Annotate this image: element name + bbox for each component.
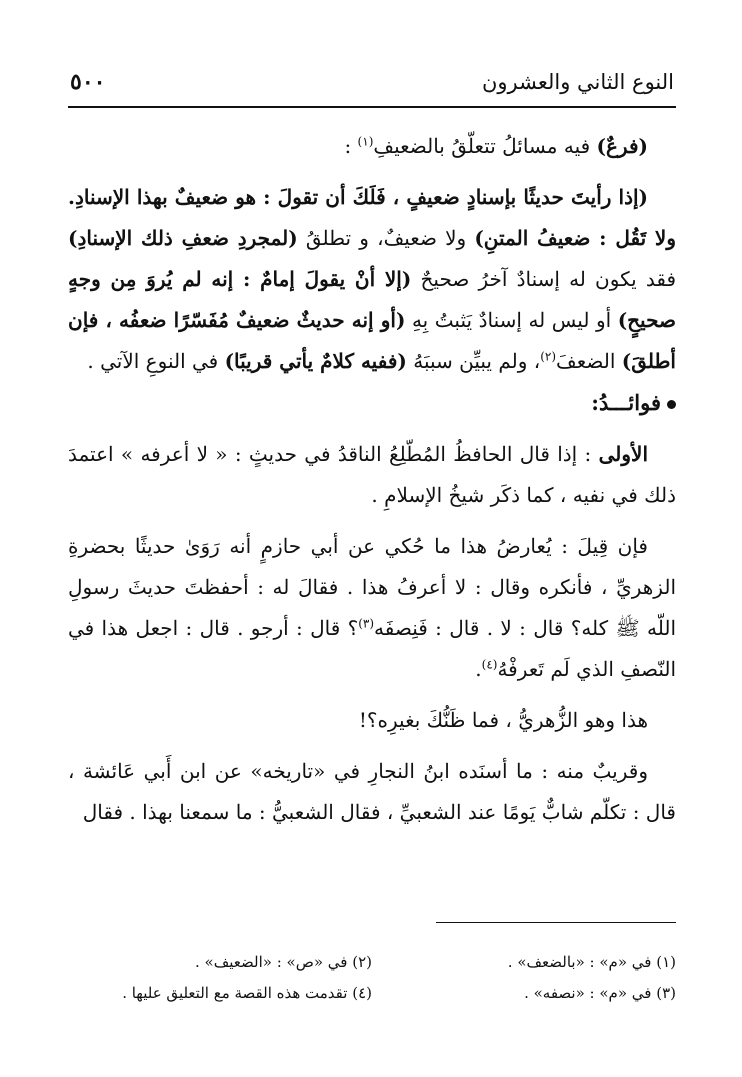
- sharh-segment-5: ، ولم يبيِّن سببَهُ: [406, 349, 541, 373]
- footnote-3: (٣) في «م» : «نصفه» .: [524, 984, 676, 1002]
- footnote-4: (٤) تقدمت هذه القصة مع التعليق عليها .: [122, 984, 372, 1002]
- first-benefit-label: الأولى: [598, 442, 648, 466]
- sharh-segment-3: أو ليس له إسنادٌ يَثبتُ بِهِ: [405, 308, 618, 332]
- zuhri-text: هذا وهو الزُّهريُّ ، فما ظَنُّكَ بغيرِه؟!: [358, 708, 648, 732]
- objection-text-2: ؟ قال : أرجو . قال : اجعل هذا في النّصفِ الذي لَم تَعرفْهُ: [68, 616, 676, 681]
- footnote-row: [68, 947, 676, 978]
- paragraph-ibn-najjar: [68, 751, 676, 833]
- page-header: [68, 62, 676, 108]
- matn-segment-3: (إلا أنْ يقولَ إمامٌ : إنه لم يُروَ مِن وجهٍ صحيحٍ): [68, 267, 676, 332]
- far-text: فيه مسائلُ تتعلّقُ بالضعيفِ: [373, 134, 597, 158]
- footnote-2: (٢) في «ص» : «الضعيف» .: [195, 953, 372, 971]
- page-number: ٥٠٠: [70, 69, 106, 95]
- bullet-icon: [667, 400, 676, 409]
- chapter-title: النوع الثاني والعشرون: [481, 70, 674, 94]
- objection-text-3: .: [475, 657, 482, 681]
- footnote-ref-1: (١): [357, 134, 374, 149]
- paragraph-first-benefit: [68, 434, 676, 516]
- footnote-ref-2: (٢): [540, 349, 557, 364]
- footnote-ref-4: (٤): [481, 657, 498, 672]
- paragraph-matn-weak: [68, 177, 676, 382]
- sharh-segment-2: فقد يكون له إسنادٌ آخرُ صحيحٌ: [411, 267, 677, 291]
- footnote-1: (١) في «م» : «بالضعف» .: [507, 953, 676, 971]
- objection-text-1: فإن قِيلَ : يُعارضُ هذا ما حُكي عن أبي حازمٍ أنه رَوَىٰ حديثًا بحضرةِ الزهريِّ ، فأنكره وقال : لا أعرفُ هذا . فقالَ له : أحفظتَ حديثَ رسولِ اللّه ﷺ كله؟ قال : لا . قال : فَنِصفَه: [68, 534, 676, 640]
- paragraph-objection: [68, 526, 676, 690]
- footnote-ref-3: (٣): [358, 616, 375, 631]
- matn-segment-4: (أو إنه حديثٌ ضعيفٌ مُفَسّرًا ضعفُه ، فإن أطلقَ): [68, 308, 676, 373]
- first-benefit-text: : إذا قال الحافظُ المُطّلِعُ الناقدُ في حديثٍ : « لا أعرفه » اعتمدَ ذلك في نفيه ، كما ذكَر شيخُ الإسلامِ .: [68, 442, 676, 507]
- sharh-segment-1: ولا ضعيفٌ، و تطلقُ: [297, 226, 475, 250]
- book-page: [68, 62, 676, 1022]
- sharh-segment-6: في النوعِ الآتي .: [87, 349, 225, 373]
- main-text: [68, 126, 676, 833]
- paragraph-far: [68, 126, 676, 167]
- far-heading: (فرعٌ): [596, 134, 648, 158]
- footnote-row: [68, 978, 676, 1009]
- paragraph-zuhri: [68, 700, 676, 741]
- matn-segment-5: (ففيه كلامٌ يأتي قريبًا): [224, 349, 407, 373]
- footnotes: [68, 947, 676, 1009]
- fawaid-heading: [68, 382, 676, 424]
- far-colon: :: [344, 134, 352, 158]
- matn-segment-2: (لمجردِ ضعفِ ذلك الإسنادِ): [68, 226, 298, 250]
- sharh-segment-4: الضعفَ: [556, 349, 622, 373]
- fawaid-label: فوائـــدُ:: [591, 390, 661, 415]
- footnote-divider: [436, 922, 676, 923]
- matn-segment-1: (إذا رأيتَ حديثًا بإسنادٍ ضعيفٍ ، فَلَكَ أن تقولَ : هو ضعيفٌ بهذا الإسنادِ. ولا تَقُل : ضعيفُ المتنِ): [68, 185, 676, 250]
- ibn-najjar-text: وقريبٌ منه : ما أسنَده ابنُ النجارِ في «تاريخه» عن ابن أَبي عَائشة ، قال : تكلّم شابٌّ يَومًا عند الشعبيِّ ، فقال الشعبيُّ : ما سمعنا بهذا . فقال: [68, 759, 676, 824]
